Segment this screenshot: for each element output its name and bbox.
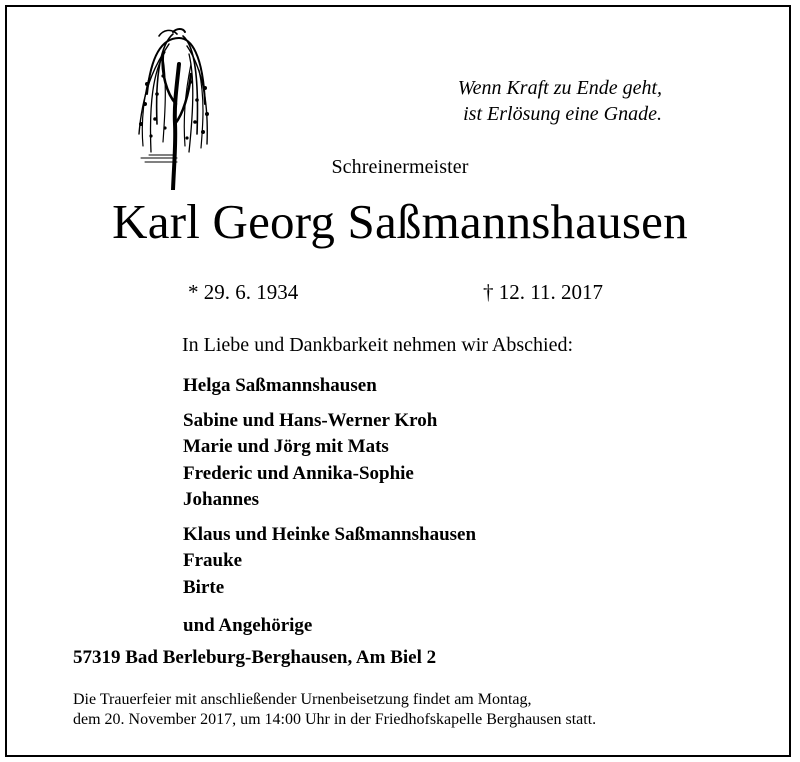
mourner-name: Frederic und Annika-Sophie [183, 462, 414, 484]
farewell-intro: In Liebe und Dankbarkeit nehmen wir Abschied: [182, 334, 573, 356]
mourner-group [183, 613, 476, 640]
funeral-notice [73, 690, 596, 730]
funeral-notice-line-2: dem 20. November 2017, um 14:00 Uhr in der Friedhofskapelle Berghausen statt. [73, 711, 597, 728]
mourner-group [183, 522, 476, 602]
mourner-name: Marie und Jörg mit Mats [183, 436, 389, 457]
mourner-group [183, 408, 476, 514]
mourner-name: Helga Saßmannshausen [183, 375, 377, 396]
mourner-name: Klaus und Heinke Saßmannshausen [183, 523, 477, 545]
quote-line-1: Wenn Kraft zu Ende geht, [457, 77, 662, 99]
occupation: Schreinermeister [331, 156, 469, 178]
funeral-notice-line-1: Die Trauerfeier mit anschließender Urnenbeisetzung findet am Montag, [73, 691, 532, 708]
mourner-name: Birte [183, 576, 225, 598]
quote-line-2: ist Erlösung eine Gnade. [463, 103, 662, 125]
mourners-list [183, 373, 476, 648]
death-date: † 12. 11. 2017 [483, 280, 603, 304]
quote [458, 75, 662, 127]
mourner-name: und Angehörige [183, 615, 313, 636]
mourner-name: Sabine und Hans-Werner Kroh [183, 409, 438, 431]
birth-date: * 29. 6. 1934 [188, 280, 299, 304]
family-address: 57319 Bad Berleburg-Berghausen, Am Biel 2 [73, 647, 437, 668]
deceased-name: Karl Georg Saßmannshausen [112, 194, 688, 249]
mourner-name: Johannes [183, 489, 260, 510]
mourner-group [183, 373, 476, 400]
mourner-name: Frauke [183, 550, 243, 571]
